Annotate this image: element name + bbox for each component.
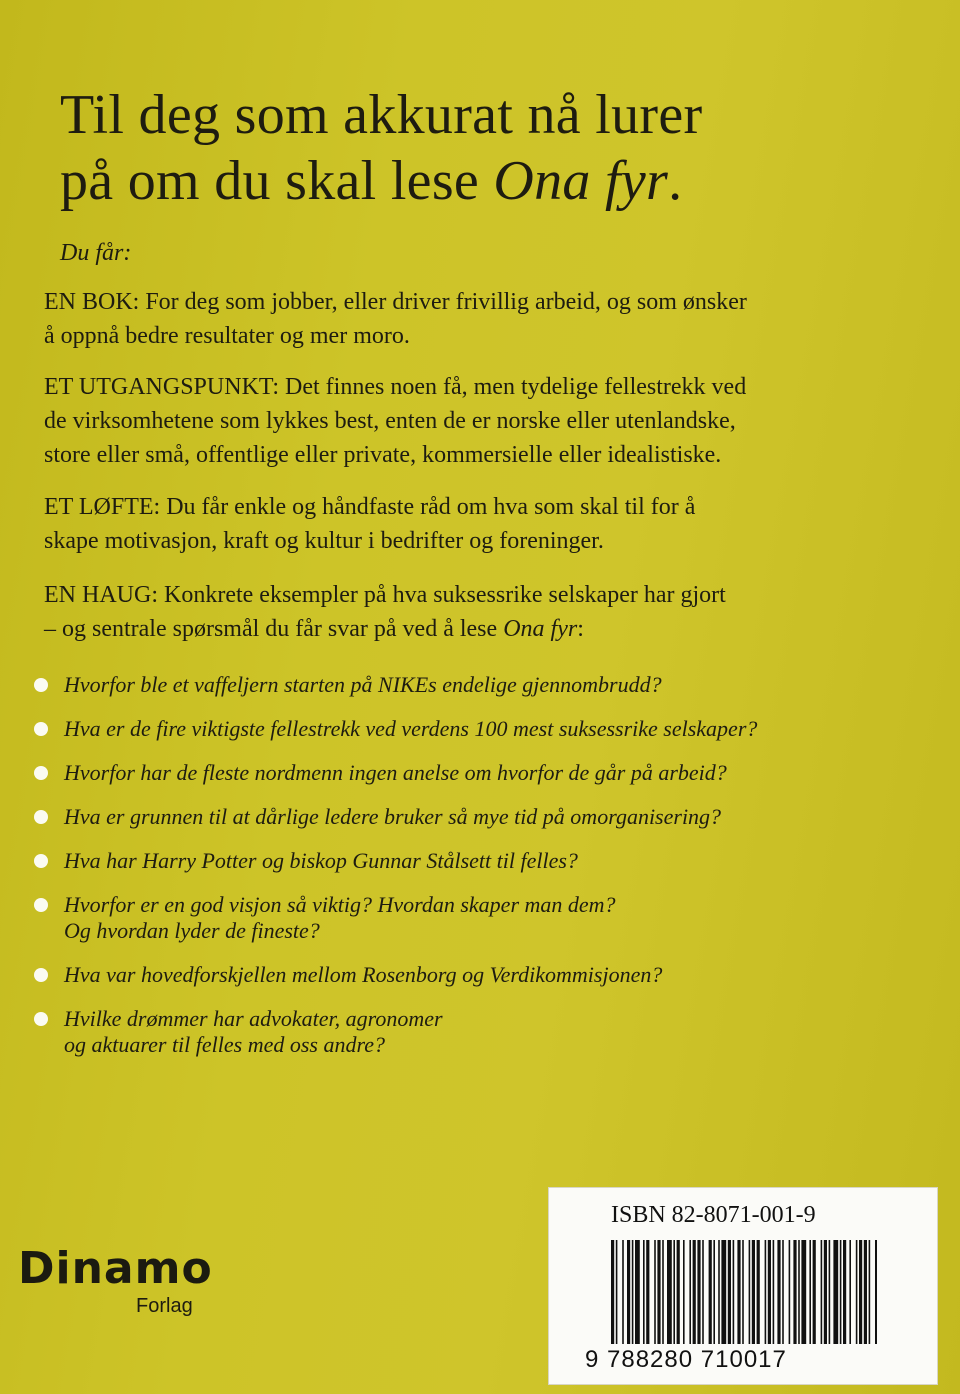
question-text: Hvorfor har de fleste nordmenn ingen anelse om hvorfor de går på arbeid?: [64, 760, 727, 785]
section-et-lofte: [44, 490, 924, 558]
list-item: [34, 804, 894, 830]
section-line: ET LØFTE: Du får enkle og håndfaste råd om hva som skal til for å: [44, 494, 696, 520]
section-line: EN BOK: For deg som jobber, eller driver frivillig arbeid, og som ønsker: [44, 289, 747, 315]
headline-book-title: Ona fyr: [493, 150, 669, 212]
question-text: Hvorfor ble et vaffeljern starten på NIKEs endelige gjennombrudd?: [64, 672, 662, 697]
section-line-end: :: [577, 616, 584, 642]
question-text: Hva har Harry Potter og biskop Gunnar Stålsett til felles?: [64, 848, 578, 873]
question-text: og aktuarer til felles med oss andre?: [64, 1032, 385, 1057]
list-item: [34, 716, 894, 742]
publisher-subtitle: Forlag: [136, 1295, 193, 1317]
section-en-bok: [44, 285, 924, 353]
list-item: [34, 1006, 894, 1058]
publisher-logo: [18, 1244, 218, 1318]
list-item: [34, 848, 894, 874]
section-line: [44, 612, 924, 646]
isbn-barcode-box: [548, 1187, 938, 1385]
bullet-icon: [34, 766, 48, 780]
section-line: store eller små, offentlige eller private, kommersielle eller idealistiske.: [44, 442, 722, 468]
publisher-name: Dinamo: [18, 1243, 213, 1294]
bullet-icon: [34, 678, 48, 692]
question-text: Hvilke drømmer har advokater, agronomer: [64, 1006, 443, 1031]
section-line: å oppnå bedre resultater og mer moro.: [44, 323, 410, 349]
barcode-icon: [609, 1240, 879, 1344]
section-line: de virksomhetene som lykkes best, enten de er norske eller utenlandske,: [44, 408, 736, 434]
barcode-digits: 9 788280 710017: [585, 1346, 787, 1373]
section-line: ET UTGANGSPUNKT: Det finnes noen få, men tydelige fellestrekk ved: [44, 374, 747, 400]
section-line: skape motivasjon, kraft og kultur i bedrifter og foreninger.: [44, 528, 604, 554]
list-item: [34, 760, 894, 786]
bullet-icon: [34, 722, 48, 736]
bullet-icon: [34, 1012, 48, 1026]
bullet-icon: [34, 854, 48, 868]
list-item: [34, 672, 894, 698]
question-text: Hva er de fire viktigste fellestrekk ved verdens 100 mest suksessrike selskaper?: [64, 716, 758, 741]
section-line-start: – og sentrale spørsmål du får svar på ved å lese: [44, 616, 504, 642]
intro-label: Du får:: [60, 240, 132, 266]
list-item: [34, 892, 894, 944]
section-en-haug: [44, 578, 924, 646]
section-et-utgangspunkt: [44, 370, 924, 472]
headline-line-2-start: på om du skal lese: [60, 150, 494, 212]
bullet-icon: [34, 968, 48, 982]
question-text: Hva var hovedforskjellen mellom Rosenborg og Verdikommisjonen?: [64, 962, 663, 987]
question-text: Hva er grunnen til at dårlige ledere bruker så mye tid på omorganisering?: [64, 804, 722, 829]
section-line: EN HAUG: Konkrete eksempler på hva suksessrike selskaper har gjort: [44, 582, 726, 608]
headline-line-1: Til deg som akkurat nå lurer: [60, 84, 703, 146]
question-text: Og hvordan lyder de fineste?: [64, 918, 320, 943]
question-text: Hvorfor er en god visjon så viktig? Hvordan skaper man dem?: [64, 892, 616, 917]
section-book-title: Ona fyr: [503, 616, 578, 642]
headline: [60, 82, 920, 214]
bullet-icon: [34, 810, 48, 824]
isbn-label: ISBN 82-8071-001-9: [611, 1202, 816, 1228]
list-item: [34, 962, 894, 988]
bullet-icon: [34, 898, 48, 912]
question-list: [34, 672, 894, 1076]
headline-line-2: [60, 148, 920, 214]
headline-line-2-end: .: [668, 150, 683, 212]
